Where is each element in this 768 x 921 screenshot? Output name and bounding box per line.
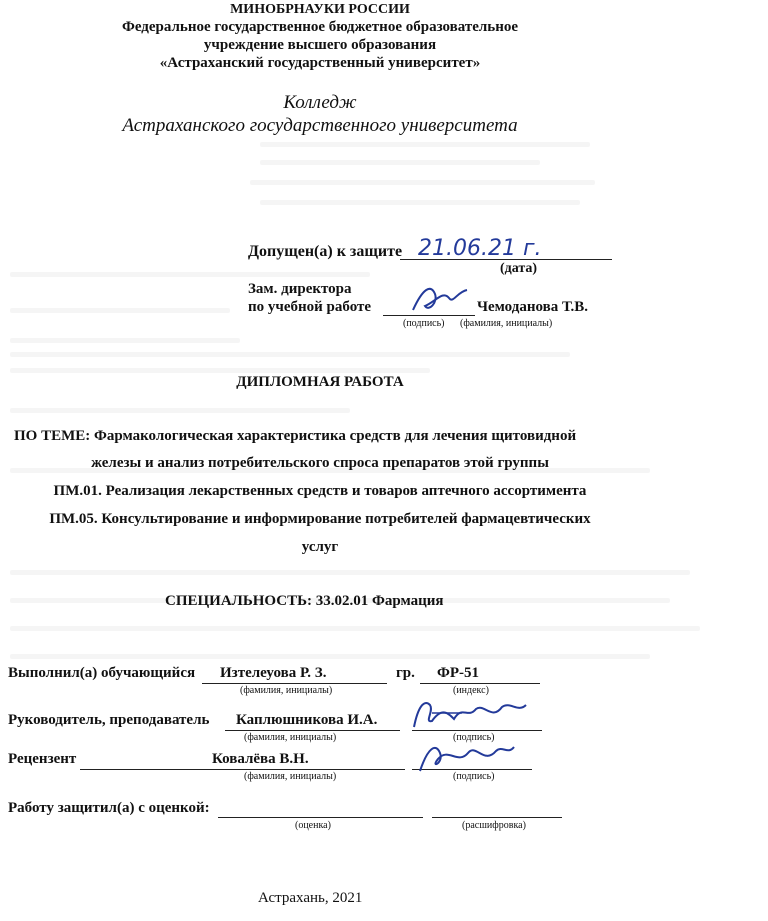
author-name-line [202, 683, 387, 684]
module-line-2: ПМ.05. Консультирование и информирование потребителей фармацевтических [49, 511, 591, 527]
group-caption: (индекс) [453, 685, 489, 696]
supervisor-label: Руководитель, преподаватель [8, 712, 210, 728]
deputy-name-caption: (фамилия, инициалы) [460, 318, 553, 329]
institution-line-1: Федеральное государственное бюджетное образовательное [121, 19, 519, 35]
reviewer-label: Рецензент [8, 751, 77, 767]
grade-caption: (оценка) [295, 820, 331, 831]
author-name: Изтелеуова Р. З. [220, 665, 327, 681]
defense-label: Работу защитил(а) с оценкой: [8, 800, 210, 816]
ministry-name: МИНОБРНАУКИ РОССИИ [230, 2, 410, 17]
reviewer-name-line [80, 769, 405, 770]
supervisor-name: Каплюшникова И.А. [236, 712, 378, 728]
module-line-3: услуг [301, 539, 339, 555]
supervisor-name-line [225, 730, 400, 731]
deputy-name: Чемоданова Т.В. [477, 299, 588, 315]
grade-line [218, 817, 423, 818]
reviewer-name: Ковалёва В.Н. [212, 751, 309, 767]
group-line [420, 683, 540, 684]
decode-line [432, 817, 562, 818]
date-caption: (дата) [500, 261, 538, 276]
institution-line-2: учреждение высшего образования [203, 37, 437, 53]
document-title: ДИПЛОМНАЯ РАБОТА [236, 374, 404, 390]
reviewer-sign-caption: (подпись) [453, 771, 495, 782]
supervisor-name-caption: (фамилия, инициалы) [244, 732, 337, 743]
supervisor-sign-caption: (подпись) [453, 732, 495, 743]
date-handwritten: 21.06.21 г. [418, 236, 542, 261]
topic-line-1: ПО ТЕМЕ: Фармакологическая характеристика средств для лечения щитовидной [14, 428, 577, 444]
college-line-2: Астраханского государственного университета [122, 115, 518, 136]
author-label: Выполнил(а) обучающийся [8, 665, 196, 681]
group-label: гр. [396, 665, 415, 681]
specialty: СПЕЦИАЛЬНОСТЬ: 33.02.01 Фармация [165, 593, 444, 609]
decode-caption: (расшифровка) [462, 820, 526, 831]
reviewer-name-caption: (фамилия, инициалы) [244, 771, 337, 782]
author-name-caption: (фамилия, инициалы) [240, 685, 333, 696]
deputy-signature [405, 280, 475, 318]
admission-label: Допущен(а) к защите [248, 243, 403, 260]
module-line-1: ПМ.01. Реализация лекарственных средств и товаров аптечного ассортимента [53, 483, 587, 499]
college-line-1: Колледж [283, 92, 357, 113]
deputy-sign-caption: (подпись) [403, 318, 445, 329]
university-name: «Астраханский государственный университет» [159, 55, 481, 71]
topic-line-2: железы и анализ потребительского спроса препаратов этой группы [91, 455, 549, 471]
city-year: Астрахань, 2021 [258, 890, 363, 906]
deputy-title-line-1: Зам. директора [248, 281, 352, 297]
deputy-title-line-2: по учебной работе [248, 299, 372, 315]
group-value: ФР-51 [437, 665, 480, 681]
